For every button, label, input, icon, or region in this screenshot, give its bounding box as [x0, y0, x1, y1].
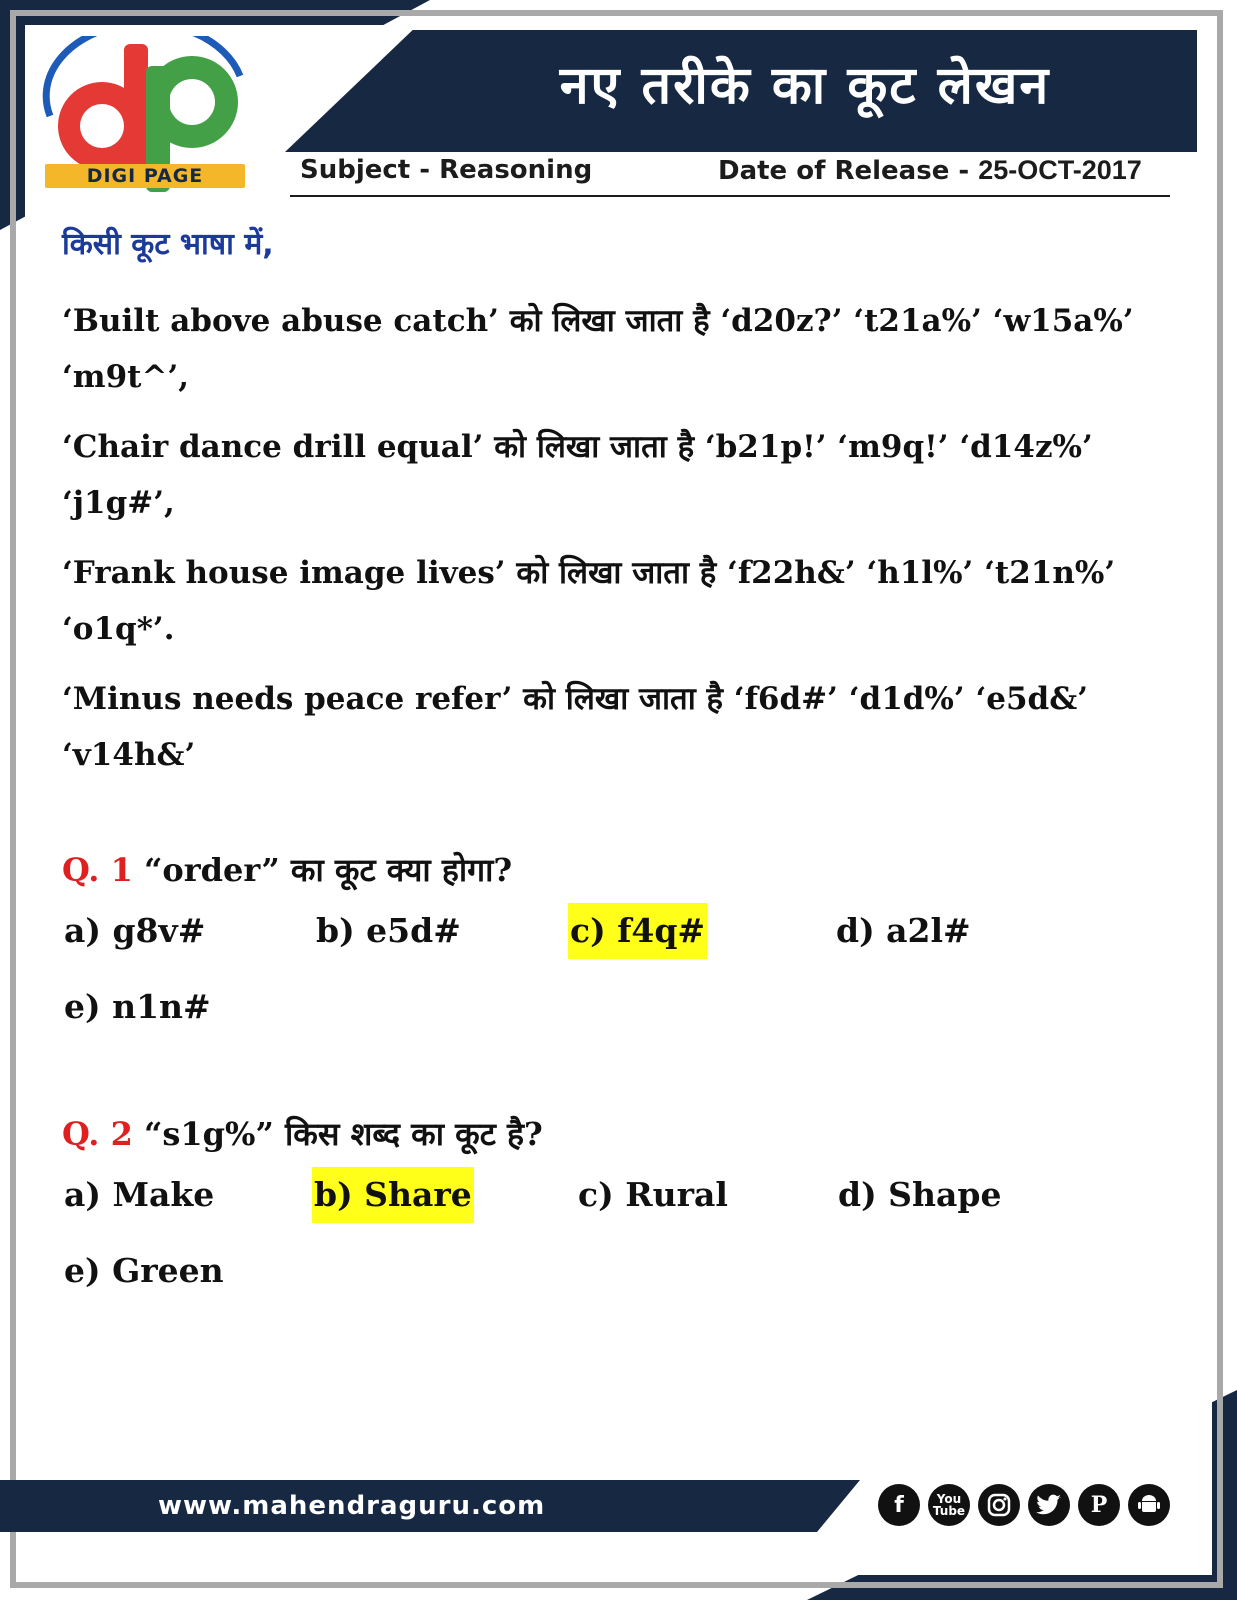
option-d[interactable]: d) Shape [838, 1175, 1002, 1214]
instagram-icon[interactable] [978, 1484, 1020, 1526]
android-icon[interactable] [1128, 1484, 1170, 1526]
pinterest-icon[interactable]: P [1078, 1484, 1120, 1526]
logo-badge: DIGI PAGE [45, 164, 245, 188]
question-number: Q. 2 [62, 1115, 133, 1153]
question-text: “order” का कूट क्या होगा? [143, 851, 513, 889]
release-date [718, 155, 1142, 186]
question-number: Q. 1 [62, 851, 133, 889]
options-row [62, 895, 1172, 971]
subject-label: Subject - Reasoning [300, 155, 593, 185]
option-a[interactable]: a) Make [64, 1175, 215, 1214]
logo-d-hole [80, 104, 124, 148]
question-2 [62, 1109, 1172, 1311]
logo-d-stem [124, 44, 148, 170]
question-title [62, 1109, 1172, 1159]
document-body [62, 218, 1172, 1311]
option-d[interactable]: d) a2l# [836, 911, 971, 950]
option-c-highlighted[interactable]: c) f4q# [568, 903, 707, 959]
twitter-icon[interactable] [1028, 1484, 1070, 1526]
header-divider [290, 195, 1170, 197]
social-icons [878, 1484, 1178, 1528]
date-label: Date of Release - [718, 156, 979, 186]
logo-p-hole [169, 79, 215, 125]
code-line: ‘Minus needs peace refer’ को लिखा जाता है ‘f6d#’ ‘d1d%’ ‘e5d&’ ‘v14h&’ [62, 681, 1089, 773]
meta-row [300, 155, 1170, 195]
website-link[interactable]: www.mahendraguru.com [158, 1491, 546, 1521]
options-row [62, 1159, 1172, 1235]
option-e[interactable]: e) n1n# [64, 987, 211, 1026]
question-text: “s1g%” किस शब्द का कूट है? [143, 1115, 543, 1153]
code-line: ‘Chair dance drill equal’ को लिखा जाता है ‘b21p!’ ‘m9q!’ ‘d14z%’ ‘j1g#’, [62, 429, 1093, 521]
question-1 [62, 845, 1172, 1047]
question-title [62, 845, 1172, 895]
option-b[interactable]: b) e5d# [316, 911, 461, 950]
options-row [62, 1235, 1172, 1311]
page-title: नए तरीके का कूट लेखन [559, 56, 1051, 116]
option-a[interactable]: a) g8v# [64, 911, 206, 950]
option-b-highlighted[interactable]: b) Share [312, 1167, 474, 1223]
option-e[interactable]: e) Green [64, 1251, 224, 1290]
intro-text: किसी कूट भाषा में, [62, 227, 274, 262]
options-row [62, 971, 1172, 1047]
date-value: 25-OCT-2017 [978, 155, 1142, 185]
code-line: ‘Frank house image lives’ को लिखा जाता है ‘f22h&’ ‘h1l%’ ‘t21n%’ ‘o1q*’. [62, 555, 1116, 647]
option-c[interactable]: c) Rural [578, 1175, 728, 1214]
code-line: ‘Built above abuse catch’ को लिखा जाता है ‘d20z?’ ‘t21a%’ ‘w15a%’ ‘m9t^’, [62, 303, 1134, 395]
youtube-icon[interactable]: You Tube [928, 1484, 970, 1526]
facebook-icon[interactable]: f [878, 1484, 920, 1526]
